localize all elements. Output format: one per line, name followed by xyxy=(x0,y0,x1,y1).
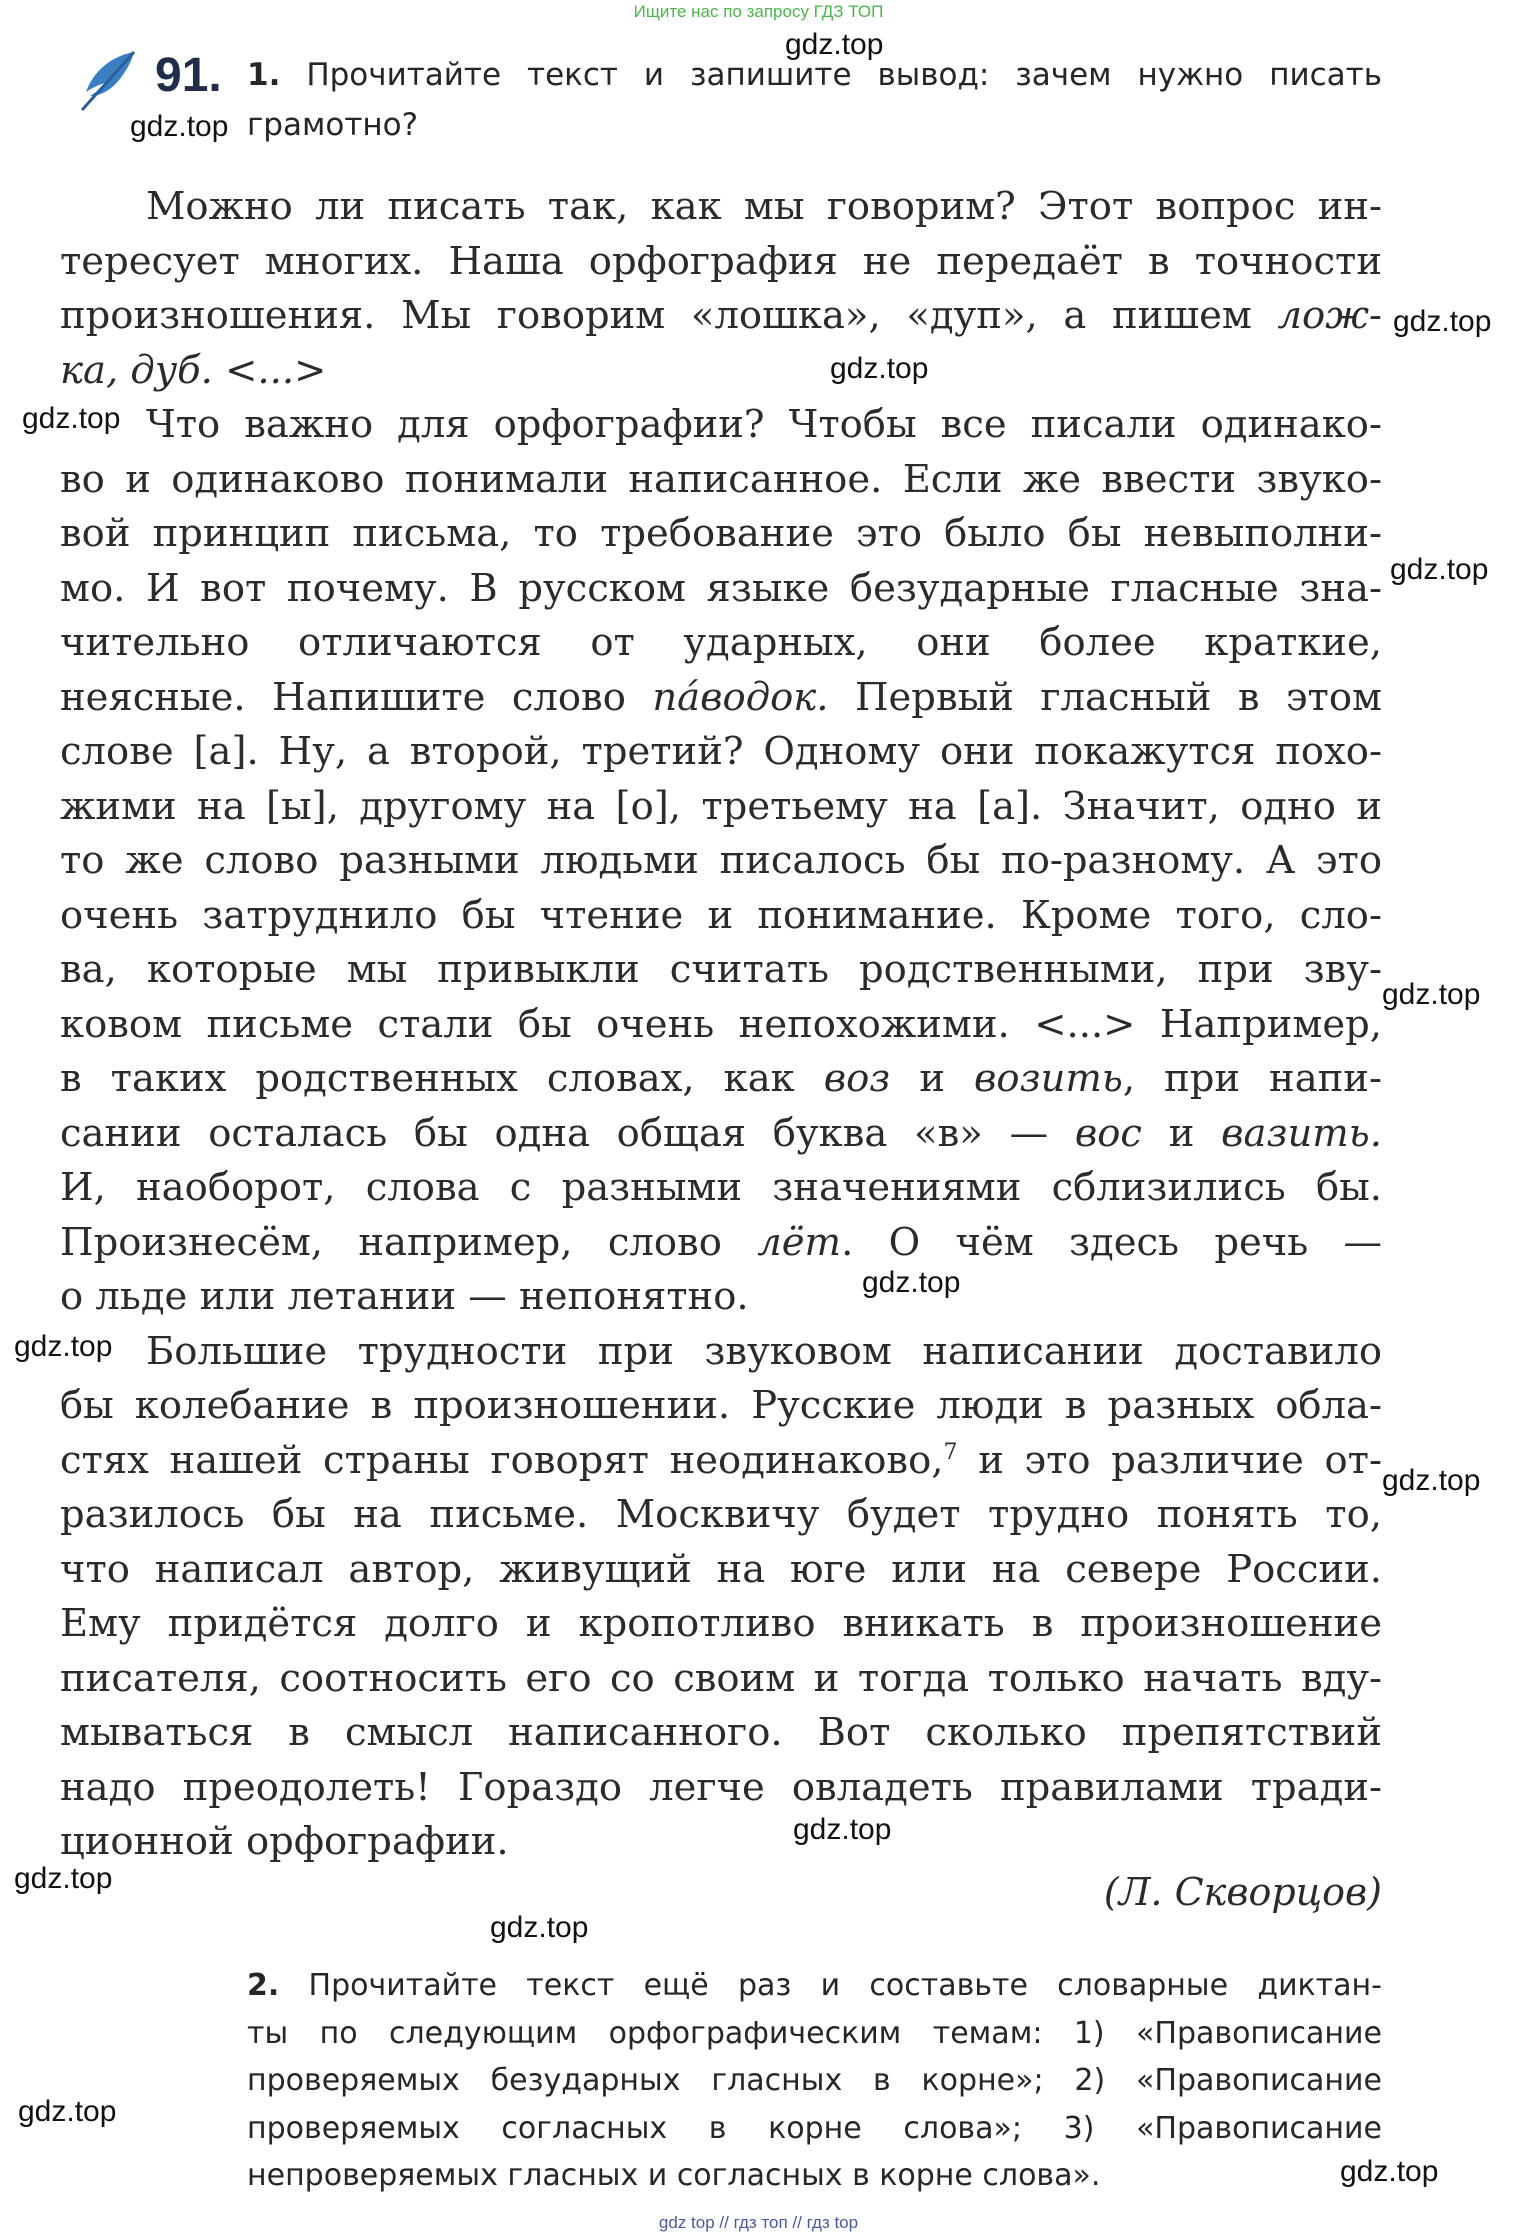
text-line: надо преодолеть! Гораздо легче овладеть правилами тради- xyxy=(60,1764,1382,1810)
text-line: мываться в смысл написанного. Вот сколько препятствий xyxy=(60,1710,1382,1755)
text-line: очень затруднило бы чтение и понимание. Кроме того, сло- xyxy=(60,892,1382,938)
text-line: ковом письме стали бы очень непохожими. <...> Например, xyxy=(60,1001,1382,1047)
text-line: сании осталась бы одна общая буква «в» — вос и вазить. xyxy=(60,1110,1382,1156)
exercise-number: 91. xyxy=(155,49,222,102)
text-line: тересует многих. Наша орфография не передаёт в точности xyxy=(60,238,1382,284)
text-line: Произнесём, например, слово лёт. О чём здесь речь — xyxy=(60,1219,1382,1265)
footnote-mark: 7 xyxy=(943,1439,958,1465)
watermark: gdz.top xyxy=(862,1266,961,1299)
text-line: произношения. Мы говорим «лошка», «дуп», а пишем лож- xyxy=(60,293,1382,338)
watermark: gdz.top xyxy=(785,28,884,61)
text-line: вой принцип письма, то требование это было бы невыполни- xyxy=(60,511,1382,556)
task2-line: непроверяемых гласных и согласных в корне слова». xyxy=(247,2158,1101,2193)
watermark: gdz.top xyxy=(1382,1464,1481,1497)
task1-text: Прочитайте текст и запишите вывод: зачем нужно писать xyxy=(306,57,1382,93)
task2-line: проверяемых безударных гласных в корне»; 2) «Правописание xyxy=(247,2063,1382,2098)
text-line: во и одинаково понимали написанное. Если же ввести звуко- xyxy=(60,456,1382,502)
watermark: gdz.top xyxy=(830,352,929,385)
task2 xyxy=(247,1962,1382,2200)
text-line: бы колебание в произношении. Русские люди в разных обла- xyxy=(60,1383,1382,1428)
text-line: жими на [ы], другому на [о], третьему на [а]. Значит, одно и xyxy=(60,783,1382,829)
text-line: слове [а]. Ну, а второй, третий? Одному они покажутся похо- xyxy=(60,729,1382,774)
task2-number: 2. xyxy=(247,1968,280,2003)
text-line: что написал автор, живущий на юге или на севере России. xyxy=(60,1546,1382,1592)
watermark: gdz.top xyxy=(490,1911,589,1944)
watermark: gdz.top xyxy=(130,110,229,143)
text-line: о льде или летании — непонятно. xyxy=(60,1274,749,1319)
watermark: gdz.top xyxy=(1390,553,1489,586)
text-line: Что важно для орфографии? Чтобы все писали одинако- xyxy=(146,402,1382,447)
task1-line: грамотно? xyxy=(247,107,419,143)
text-line: разилось бы на письме. Москвичу будет трудно понять то, xyxy=(60,1492,1382,1537)
text-line: Ему придётся долго и кропотливо вникать в произношение xyxy=(60,1601,1382,1646)
watermark: gdz.top xyxy=(1393,305,1492,338)
task2-line: ты по следующим орфографическим темам: 1) «Правописание xyxy=(247,2015,1382,2051)
text-line: то же слово разными людьми писалось бы по-разному. А это xyxy=(60,838,1382,883)
watermark: gdz.top xyxy=(1382,978,1481,1011)
text-line: чительно отличаются от ударных, они более краткие, xyxy=(60,620,1382,665)
watermark: gdz.top xyxy=(18,2095,117,2128)
watermark: gdz.top xyxy=(22,402,121,435)
text-line: мо. И вот почему. В русском языке безударные гласные зна- xyxy=(60,565,1382,611)
text-line: ка, дуб. <...> xyxy=(60,347,327,393)
watermark: gdz.top xyxy=(1340,2155,1439,2188)
text-line: в таких родственных словах, как воз и возить, при напи- xyxy=(60,1056,1382,1101)
text-line: И, наоборот, слова с разными значениями сблизились бы. xyxy=(60,1165,1382,1210)
task1-line xyxy=(247,57,1382,93)
watermark: gdz.top xyxy=(14,1330,113,1363)
main-text xyxy=(60,180,1382,1870)
text-line: неясные. Напишите слово пáводок. Первый гласный в этом xyxy=(60,674,1382,720)
watermark: gdz.top xyxy=(14,1862,113,1895)
text-line: Большие трудности при звуковом написании доставило xyxy=(146,1328,1382,1374)
text-line: ционной орфографии. xyxy=(60,1819,509,1864)
task2-line: 2. Прочитайте текст ещё раз и составьте словарные диктан- xyxy=(247,1968,1382,2003)
task2-line: проверяемых согласных в корне слова»; 3) «Правописание xyxy=(247,2110,1382,2146)
task1-number: 1. xyxy=(247,57,281,93)
text-line: писателя, соотносить его со своим и тогда только начать вду- xyxy=(60,1655,1382,1701)
author-attribution: (Л. Скворцов) xyxy=(1103,1870,1382,1914)
text-line: ва, которые мы привыкли считать родственными, при зву- xyxy=(60,947,1382,992)
watermark: gdz.top xyxy=(793,1813,892,1846)
text-line: Можно ли писать так, как мы говорим? Этот вопрос ин- xyxy=(146,184,1382,229)
feather-pen-icon xyxy=(72,48,140,116)
text-line: стях нашей страны говорят неодинаково,$^7$ и это различие от- xyxy=(60,1437,1382,1483)
top-banner: Ищите нас по запросу ГДЗ ТОП xyxy=(633,2,884,21)
bottom-banner: gdz top // гдз топ // гдз top xyxy=(658,2213,859,2232)
